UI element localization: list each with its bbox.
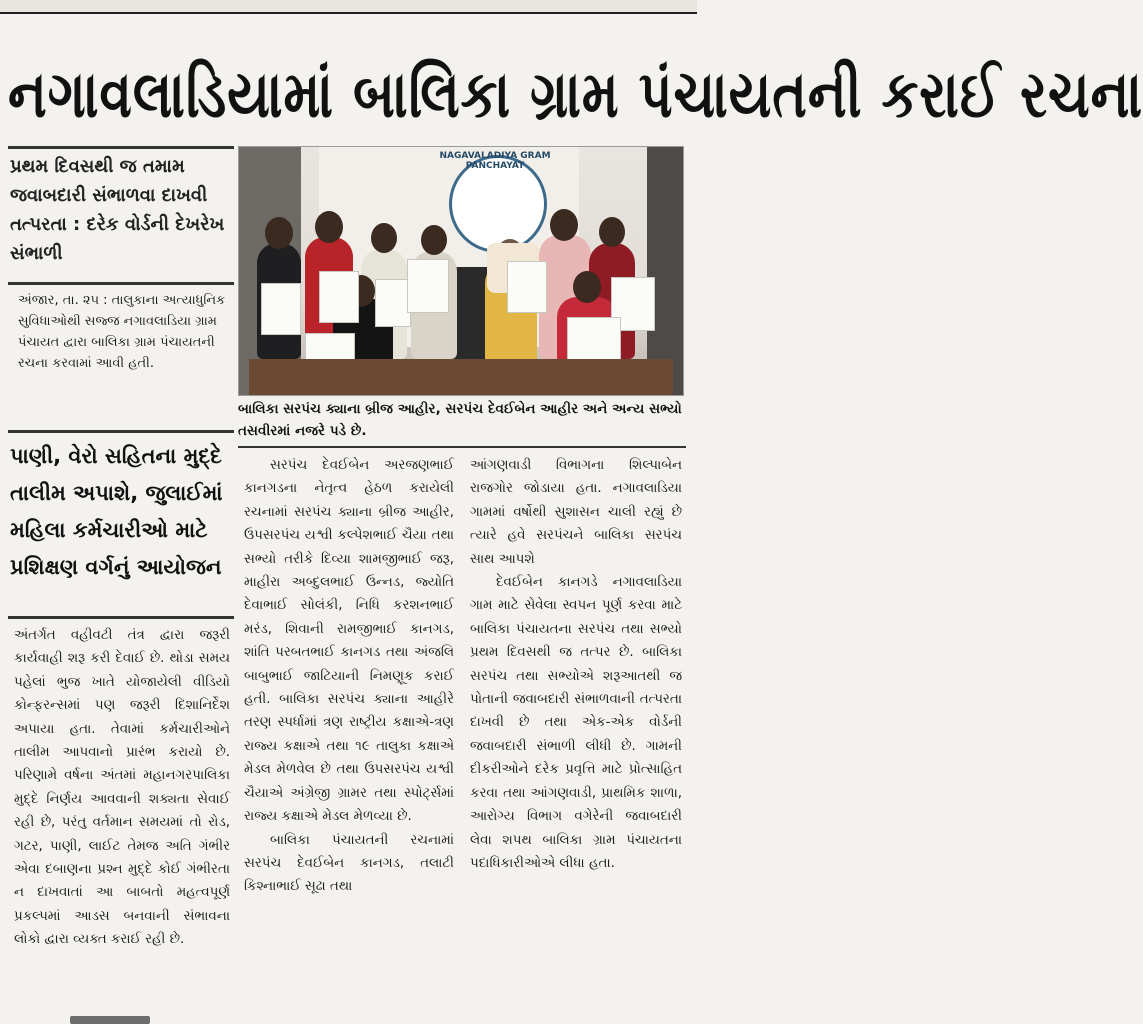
kicker: પ્રથમ દિવસથી જ તમામ જવાબદારી સંભાળવા દાખવી તત્પરતા : દરેક વોર્ડની દેખરેખ સંભાળી <box>10 156 225 264</box>
divider <box>8 616 234 619</box>
top-strip <box>0 0 697 14</box>
article-paragraph: અંતર્ગત વહીવટી તંત્ર દ્વારા જરૂરી કાર્યવાહી શરૂ કરી દેવાઈ છે. થોડા સમય પહેલાં ભુજ ખાતે યોજાયેલી વીડિયો કોન્ફરન્સમાં પણ જરૂરી દિશાનિર્દેશ અપાયા હતા. તેવામાં કર્મચારીઓને તાલીમ આપવાનો પ્રારંભ કરાયો છે. પરિણામે વર્ષના અંતમાં મહાનગરપાલિકા મુદ્દે નિર્ણય આવવાની શક્યતા સેવાઈ રહી છે, પરંતુ વર્તમાન સમયમાં તો રોડ, ગટર, પાણી, લાઈટ તેમજ અતિ ગંભીર એવા દબાણના પ્રશ્ન મુદ્દે કોઈ ગંભીરતા ન દાખવાતાં આ બાબતો મહત્વપૂર્ણ પ્રકલ્પમાં આડસ બનવાની સંભાવના લોકો દ્વારા વ્યક્ત કરાઈ રહી છે. <box>14 628 230 948</box>
certificate <box>407 259 449 313</box>
headline: નગાવલાડિયામાં બાલિકા ગ્રામ પંચાયતની કરાઈ રચના <box>8 57 1143 133</box>
column-right <box>470 454 682 875</box>
certificate <box>507 261 547 313</box>
person-head <box>371 223 397 253</box>
person-head <box>265 217 293 249</box>
photo-wall <box>647 147 683 395</box>
person-head <box>573 271 601 303</box>
footer-mark <box>70 1016 150 1024</box>
panchayat-logo-text: NAGAVALADIYA GRAM PANCHAYAT <box>439 151 551 171</box>
column-middle <box>244 454 454 899</box>
certificate <box>319 271 359 323</box>
article-paragraph: બાલિકા પંચાયતની રચનામાં સરપંચ દેવઈબેન કાનગડ, તલાટી કિશ્નાભાઈ સૂઢા તથા <box>244 832 454 895</box>
person-head <box>421 225 447 255</box>
article-paragraph: દેવઈબેન કાનગડે નગાવલાડિયા ગામ માટે સેવેલા સ્વપન પૂર્ણ કરવા માટે બાલિકા પંચાયતના સરપંચ તથા સભ્યો પ્રથમ દિવસથી જ તત્પર છે. બાલિકા સરપંચ તથા સભ્યોએ શરૂઆતથી જ પોતાની જવાબદારી સંભાળવાની તત્પરતા દાખવી છે તથા એક-એક વોર્ડની જવાબદારી સંભાળી લીધી છે. ગામની દીકરીઓને દરેક પ્રવૃત્તિ માટે પ્રોત્સાહિત કરવા તથા આંગણવાડી, પ્રાથમિક શાળા, આરોગ્ય વિભાગ વગેરેની જવાબદારી લેવા શપથ બાલિકા ગ્રામ પંચાયતના પદાધિકારીઓએ લીધા હતા. <box>470 575 682 871</box>
photo-desk <box>249 359 673 395</box>
person-head <box>315 211 343 243</box>
divider <box>238 446 686 448</box>
subheadline: પાણી, વેરો સહિતના મુદ્દે તાલીમ અપાશે, જુલાઈમાં મહિલા કર્મચારીઓ માટે પ્રશિક્ષણ વર્ગનું આયોજન <box>10 444 223 579</box>
article-paragraph: સરપંચ દેવઈબેન અરજણભાઈ કાનગડના નેતૃત્વ હેઠળ કરાયેલી રચનામાં સરપંચ ક્યાના બ્રીજ આહીર, ઉપસરપંચ યશ્વી કલ્પેશભાઈ ચૈયા તથા સભ્યો તરીકે દિવ્યા શામજીભાઈ જરૂ, માહીરા અબ્દુલભાઈ ઉન્નડ, જ્યોતિ દેવાભાઈ સોલંકી, નિધિ કરશનભાઈ મરંડ, શિવાની રામજીભાઈ કાનગડ, શાંતિ પરબતભાઈ કાનગડ તથા અંજલિ બાબુભાઈ જાટિયાની નિમણૂક કરાઈ હતી. બાલિકા સરપંચ ક્યાના આહીરે તરણ સ્પર્ધામાં ત્રણ રાષ્ટ્રીય કક્ષાએ-ત્રણ રાજ્ય કક્ષાએ તથા ૧૯ તાલુકા કક્ષાએ મેડલ મેળવેલ છે તથા ઉપસરપંચ યશ્વી ચૈયાએ અંગ્રેજી ગ્રામર તથા સ્પોર્ટ્સમાં રાજ્ય કક્ષાએ મેડલ મેળવ્યા છે. <box>244 458 454 825</box>
column-left <box>14 624 230 952</box>
person-head <box>550 209 578 241</box>
certificate <box>261 283 301 335</box>
divider <box>8 146 234 149</box>
article-paragraph: આંગણવાડી વિભાગના શિલ્પાબેન રાજગોર જોડાયા હતા. નગાવલાડિયા ગામમાં વર્ષોથી સુશાસન ચાલી રહ્યું છે ત્યારે હવે સરપંચને બાલિકા સરપંચ સાથ આપશે <box>470 458 682 567</box>
certificate <box>375 279 411 327</box>
intro-paragraph: અંજાર, તા. ૨૫ : તાલુકાના અત્યાધુનિક સુવિધાઓથી સજ્જ નગાવલાડિયા ગ્રામ પંચાયત દ્વારા બાલિકા ગ્રામ પંચાયતની રચના કરવામાં આવી હતી. <box>18 293 226 371</box>
person-head <box>599 217 625 247</box>
photo-caption: બાલિકા સરપંચ ક્યાના બ્રીજ આહીર, સરપંચ દેવઈબેન આહીર અને અન્ય સભ્યો તસવીરમાં નજરે પડે છે. <box>238 401 682 439</box>
news-photo <box>238 146 684 396</box>
divider <box>8 430 234 433</box>
divider <box>8 282 234 285</box>
